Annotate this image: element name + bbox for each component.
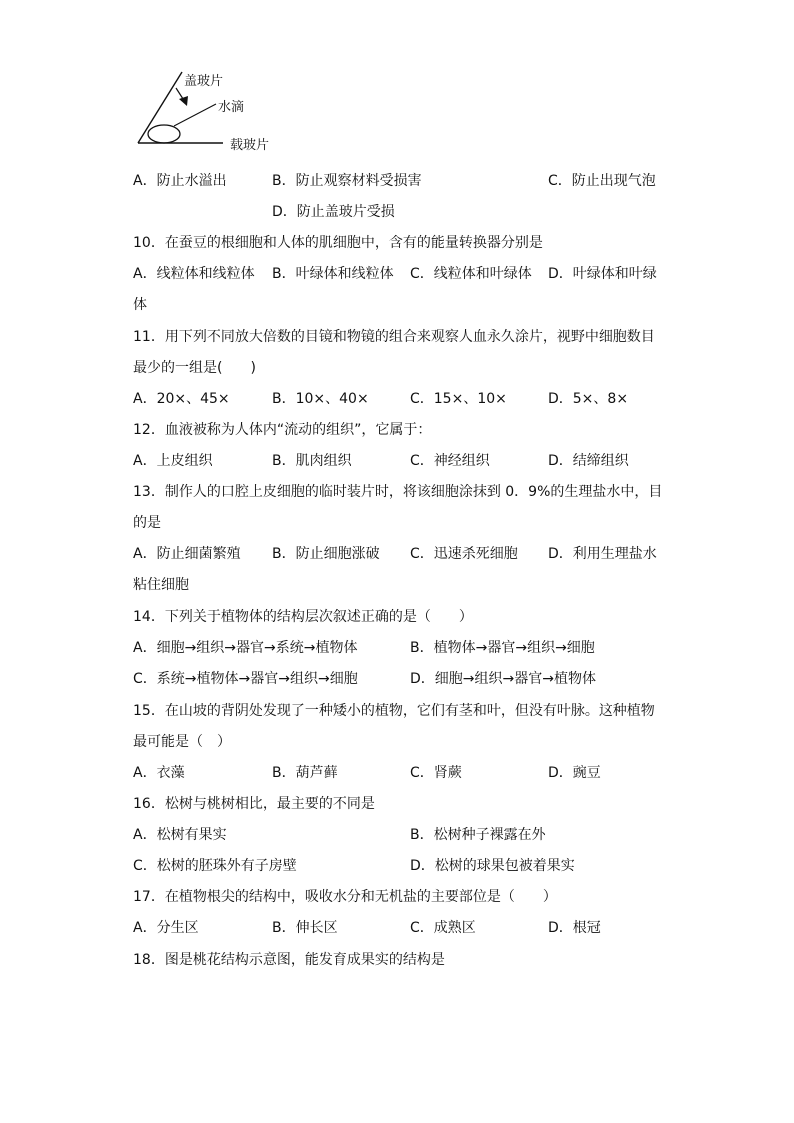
q17-stem: 17．在植物根尖的结构中，吸收水分和无机盐的主要部位是（ ） bbox=[133, 889, 557, 905]
q15-option-b: B．葫芦藓 bbox=[272, 765, 338, 781]
q13-stem-line2: 的是 bbox=[133, 515, 161, 531]
q16-stem: 16．松树与桃树相比，最主要的不同是 bbox=[133, 796, 375, 812]
q10-option-d: D．叶绿体和叶绿 bbox=[548, 266, 657, 282]
q11-stem-line2: 最少的一组是( ) bbox=[133, 360, 256, 376]
water-drop-label: 水滴 bbox=[218, 100, 245, 115]
q12-option-a: A．上皮组织 bbox=[133, 453, 213, 469]
slide-preparation-figure bbox=[130, 62, 300, 162]
q11-option-a: A．20×、45× bbox=[133, 391, 230, 407]
cover-glass-label: 盖玻片 bbox=[184, 74, 224, 89]
q14-option-a: A．细胞→组织→器官→系统→植物体 bbox=[133, 640, 358, 656]
q17-option-a: A．分生区 bbox=[133, 920, 199, 936]
q16-option-a: A．松树有果实 bbox=[133, 827, 227, 843]
arrow-head-icon bbox=[179, 96, 188, 106]
water-drop-pointer bbox=[174, 104, 216, 126]
q16-option-c: C．松树的胚珠外有子房壁 bbox=[133, 858, 297, 874]
water-drop-shape bbox=[148, 125, 180, 143]
q11-option-d: D．5×、8× bbox=[548, 391, 629, 407]
q13-option-c: C．迅速杀死细胞 bbox=[410, 546, 518, 562]
q9-option-b: B．防止观察材料受损害 bbox=[272, 173, 422, 189]
q9-option-d: D．防止盖玻片受损 bbox=[272, 204, 395, 220]
q15-stem-line1: 15．在山坡的背阴处发现了一种矮小的植物，它们有茎和叶，但没有叶脉。这种植物 bbox=[133, 703, 655, 719]
q10-option-c: C．线粒体和叶绿体 bbox=[410, 266, 532, 282]
q17-option-b: B．伸长区 bbox=[272, 920, 338, 936]
q10-option-a: A．线粒体和线粒体 bbox=[133, 266, 255, 282]
q15-option-d: D．豌豆 bbox=[548, 765, 601, 781]
q14-option-d: D．细胞→组织→器官→植物体 bbox=[410, 671, 596, 687]
q10-continuation: 体 bbox=[133, 297, 147, 313]
q13-continuation: 粘住细胞 bbox=[133, 577, 189, 593]
q10-option-b: B．叶绿体和线粒体 bbox=[272, 266, 394, 282]
q13-option-d: D．利用生理盐水 bbox=[548, 546, 657, 562]
q17-option-c: C．成熟区 bbox=[410, 920, 476, 936]
q12-option-c: C．神经组织 bbox=[410, 453, 490, 469]
q12-stem: 12．血液被称为人体内“流动的组织”，它属于： bbox=[133, 422, 432, 438]
slide-label: 载玻片 bbox=[230, 138, 270, 153]
q15-option-c: C．肾蕨 bbox=[410, 765, 462, 781]
q12-option-b: B．肌肉组织 bbox=[272, 453, 352, 469]
q15-option-a: A．衣藻 bbox=[133, 765, 185, 781]
q13-option-a: A．防止细菌繁殖 bbox=[133, 546, 241, 562]
q14-option-b: B．植物体→器官→组织→细胞 bbox=[410, 640, 595, 656]
q14-stem: 14．下列关于植物体的结构层次叙述正确的是（ ） bbox=[133, 609, 473, 625]
q11-stem-line1: 11．用下列不同放大倍数的目镜和物镜的组合来观察人血永久涂片，视野中细胞数目 bbox=[133, 329, 655, 345]
q18-stem: 18．图是桃花结构示意图，能发育成果实的结构是 bbox=[133, 952, 445, 968]
q15-stem-line2: 最可能是（ ） bbox=[133, 734, 231, 750]
q17-option-d: D．根冠 bbox=[548, 920, 601, 936]
q13-stem-line1: 13．制作人的口腔上皮细胞的临时装片时，将该细胞涂抹到 0．9%的生理盐水中，目 bbox=[133, 484, 663, 500]
q9-option-c: C．防止出现气泡 bbox=[548, 173, 656, 189]
q9-option-a: A．防止水溢出 bbox=[133, 173, 227, 189]
q11-option-b: B．10×、40× bbox=[272, 391, 369, 407]
q12-option-d: D．结缔组织 bbox=[548, 453, 629, 469]
q13-option-b: B．防止细胞涨破 bbox=[272, 546, 380, 562]
q10-stem: 10．在蚕豆的根细胞和人体的肌细胞中，含有的能量转换器分别是 bbox=[133, 235, 543, 251]
cover-glass-line bbox=[138, 72, 182, 143]
q16-option-b: B．松树种子裸露在外 bbox=[410, 827, 546, 843]
q16-option-d: D．松树的球果包被着果实 bbox=[410, 858, 575, 874]
q14-option-c: C．系统→植物体→器官→组织→细胞 bbox=[133, 671, 358, 687]
q11-option-c: C．15×、10× bbox=[410, 391, 507, 407]
